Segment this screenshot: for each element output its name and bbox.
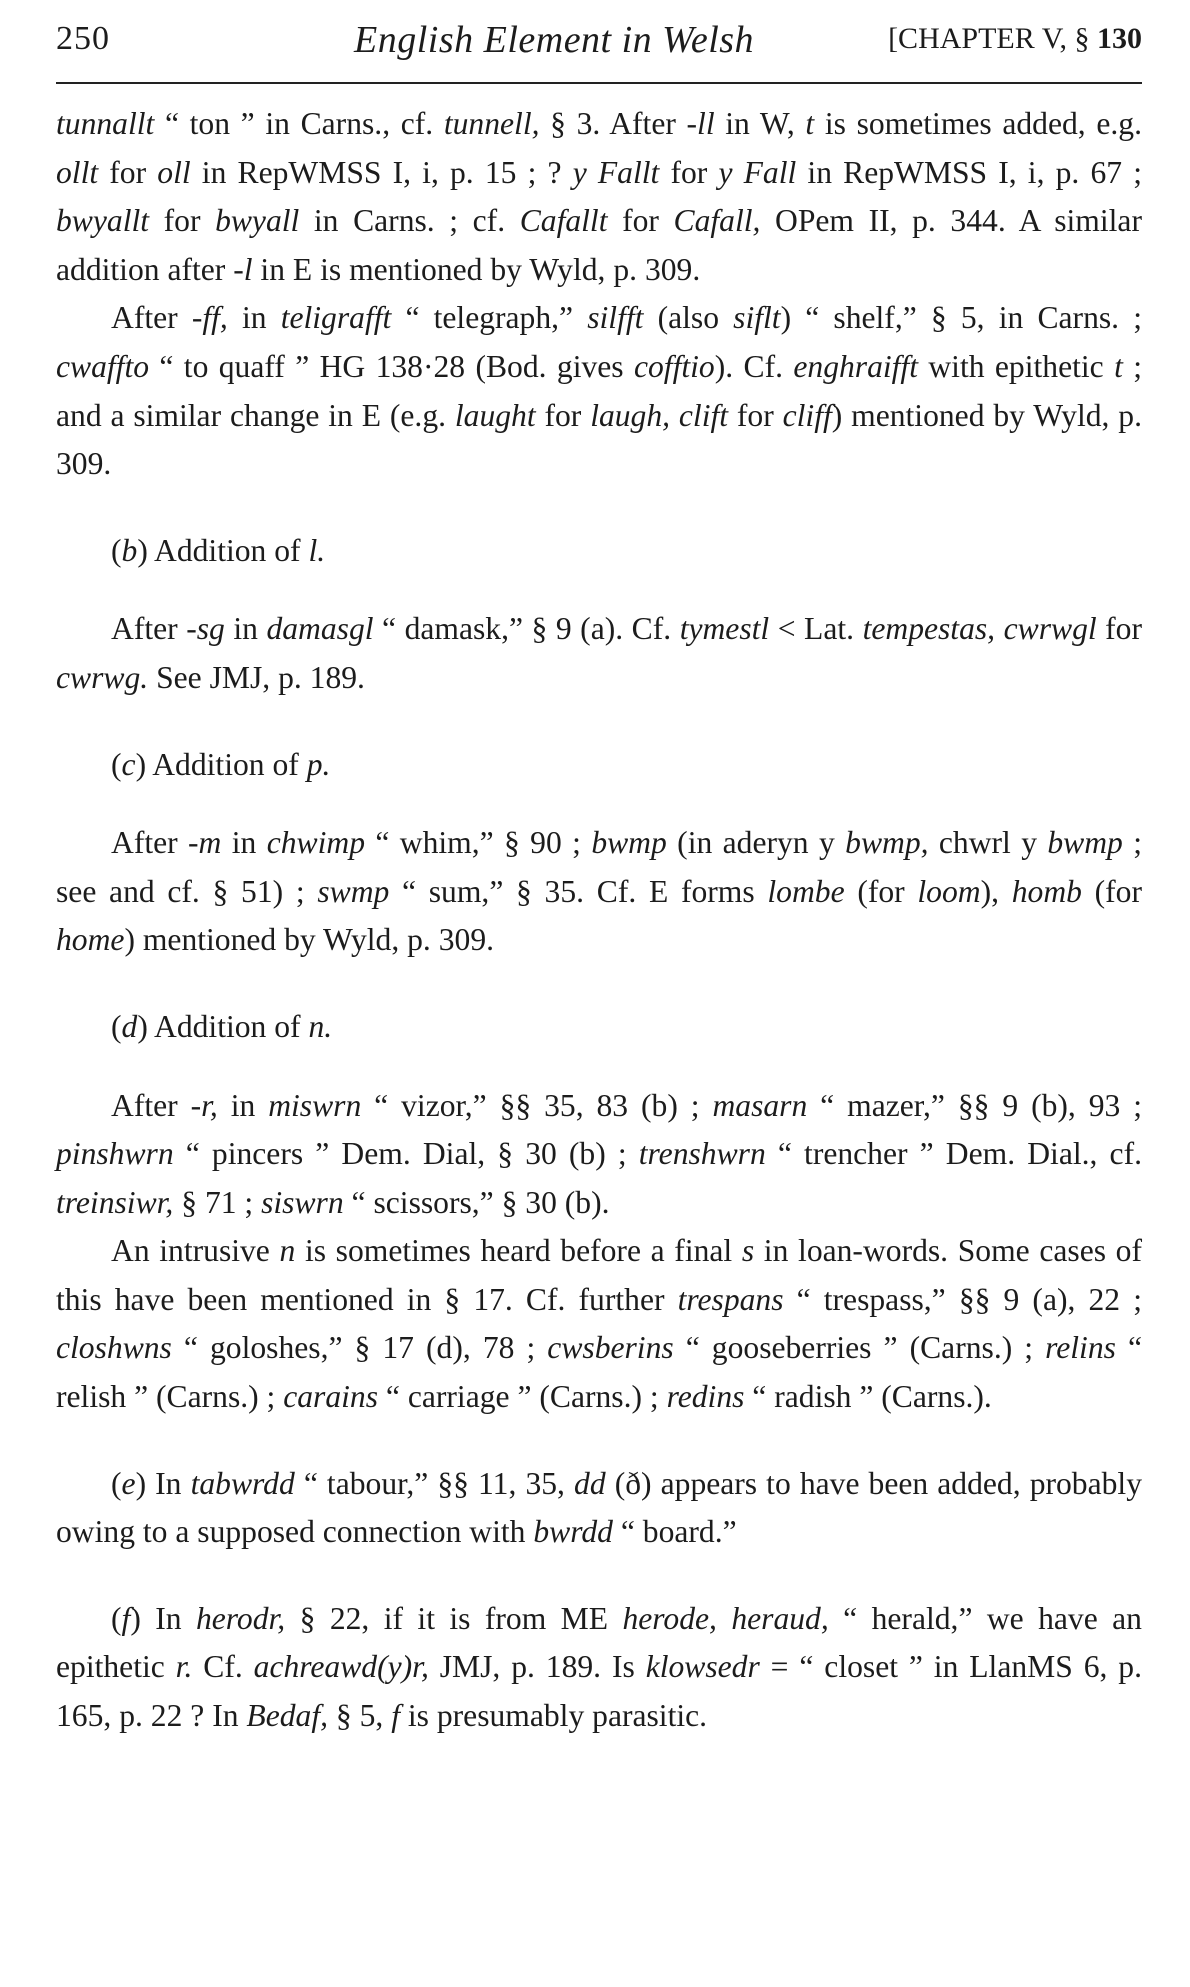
text-run: ( bbox=[111, 1008, 122, 1044]
text-run: (also bbox=[643, 300, 734, 336]
italic-text: y Fallt bbox=[572, 154, 660, 190]
italic-text: closhwns bbox=[56, 1330, 172, 1366]
text-run: ) mentioned by Wyld, p. 309. bbox=[56, 397, 1142, 482]
text-run: is sometimes heard before a final bbox=[295, 1233, 742, 1269]
text-run: (for bbox=[1081, 873, 1143, 909]
running-header bbox=[56, 20, 1142, 64]
italic-text: tempestas, cwrwgl bbox=[862, 611, 1097, 647]
italic-text: bwyall bbox=[215, 203, 300, 239]
italic-text: bwmp bbox=[1047, 825, 1123, 861]
text-run: “ mazer,” §§ 9 (b), 93 ; bbox=[807, 1087, 1143, 1123]
paragraph bbox=[56, 100, 1142, 294]
italic-text: swmp bbox=[317, 873, 390, 909]
text-run: = “ closet ” in LlanMS 6, p. 165, p. 22 ? In bbox=[56, 1649, 1142, 1734]
text-run: JMJ, p. 189. Is bbox=[428, 1649, 646, 1685]
italic-text: herode, heraud, bbox=[622, 1600, 829, 1636]
italic-text: Cafall, bbox=[673, 203, 761, 239]
paragraph bbox=[56, 605, 1142, 702]
text-run: “ tabour,” §§ 11, 35, bbox=[294, 1465, 575, 1501]
text-run: in E is mentioned by Wyld, p. 309. bbox=[252, 251, 701, 287]
italic-text: dd bbox=[574, 1465, 606, 1501]
italic-text: l. bbox=[308, 532, 326, 568]
text-run: “ vizor,” §§ 35, 83 (b) ; bbox=[361, 1087, 713, 1123]
paragraph bbox=[56, 1227, 1142, 1421]
text-run: for bbox=[535, 397, 591, 433]
paragraph bbox=[56, 294, 1142, 488]
text-run: “ damask,” § 9 (a). Cf. bbox=[373, 611, 680, 647]
italic-text: y Fall bbox=[718, 154, 797, 190]
italic-text: p. bbox=[306, 746, 331, 782]
text-run: See JMJ, p. 189. bbox=[148, 659, 365, 695]
text-run: “ pincers ” Dem. Dial, § 30 (b) ; bbox=[173, 1136, 639, 1172]
text-run: § 22, if it is from ME bbox=[285, 1600, 623, 1636]
italic-text: s bbox=[741, 1233, 755, 1269]
italic-text: bwrdd bbox=[533, 1514, 613, 1550]
text-run: chwrl y bbox=[928, 825, 1048, 861]
text-run: for bbox=[659, 154, 719, 190]
text-run: “ ton ” in Carns., cf. bbox=[154, 106, 444, 141]
italic-text: e bbox=[121, 1465, 136, 1501]
text-run: “ herald,” we have an epithetic bbox=[56, 1600, 1142, 1685]
italic-text: d bbox=[121, 1008, 138, 1044]
italic-text: damasgl bbox=[266, 611, 374, 647]
italic-text: klowsedr bbox=[645, 1649, 760, 1685]
italic-text: -l bbox=[233, 251, 253, 287]
subsection-paragraph bbox=[56, 1595, 1142, 1741]
subsection-paragraph bbox=[56, 1460, 1142, 1557]
italic-text: miswrn bbox=[268, 1087, 362, 1123]
italic-text: -ff, bbox=[191, 300, 228, 336]
text-run: § 5, bbox=[328, 1698, 392, 1734]
italic-text: c bbox=[121, 746, 136, 782]
text-run: (ð) appears to have been added, probably owing to a supposed connection with bbox=[56, 1465, 1143, 1550]
text-run: for bbox=[149, 203, 216, 239]
italic-text: relins bbox=[1045, 1330, 1116, 1366]
text-run: ) mentioned by Wyld, p. 309. bbox=[124, 922, 495, 958]
italic-text: tunnell, bbox=[443, 106, 540, 141]
text-run: “ trespass,” §§ 9 (a), 22 ; bbox=[783, 1281, 1142, 1317]
running-title: English Element in Welsh bbox=[354, 19, 755, 61]
text-run: “ scissors,” § 30 (b). bbox=[343, 1184, 610, 1220]
italic-text: lombe bbox=[767, 873, 845, 909]
text-run: An intrusive bbox=[111, 1233, 280, 1269]
italic-text: achreawd(y)r, bbox=[253, 1649, 429, 1685]
italic-text: cwrwg. bbox=[56, 659, 149, 695]
italic-text: herodr, bbox=[195, 1600, 286, 1636]
text-run: (for bbox=[844, 873, 918, 909]
text-run: “ telegraph,” bbox=[391, 300, 588, 336]
text-run: “ board.” bbox=[612, 1514, 737, 1550]
italic-text: teligrafft bbox=[280, 300, 392, 336]
text-run: ( bbox=[111, 1600, 122, 1636]
text-run: for bbox=[728, 397, 783, 433]
text-run: for bbox=[98, 154, 158, 190]
section-symbol: § bbox=[1074, 22, 1090, 55]
italic-text: -ll bbox=[686, 106, 715, 141]
text-run: for bbox=[607, 203, 674, 239]
text-run: “ sum,” § 35. Cf. E forms bbox=[389, 873, 768, 909]
italic-text: t bbox=[805, 106, 815, 141]
italic-text: silfft bbox=[587, 300, 644, 336]
subsection-heading bbox=[56, 741, 1142, 790]
subsection-heading bbox=[56, 1003, 1142, 1052]
text-run: with epithetic bbox=[918, 348, 1115, 384]
italic-text: pinshwrn bbox=[56, 1136, 174, 1172]
text-run: § 71 ; bbox=[173, 1184, 262, 1220]
text-run: Cf. bbox=[192, 1649, 254, 1685]
text-run: ) Addition of bbox=[135, 746, 307, 782]
italic-text: tymestl bbox=[679, 611, 770, 647]
text-run: < Lat. bbox=[769, 611, 863, 647]
italic-text: chwimp bbox=[266, 825, 365, 861]
chapter-label: [CHAPTER V, bbox=[888, 22, 1067, 55]
italic-text: r. bbox=[175, 1649, 193, 1685]
italic-text: masarn bbox=[712, 1087, 808, 1123]
paragraph bbox=[56, 1082, 1142, 1228]
text-run: “ relish ” (Carns.) ; bbox=[56, 1330, 1142, 1415]
page-number: 250 bbox=[56, 20, 110, 57]
italic-text: tunnallt bbox=[56, 106, 155, 141]
chapter-reference bbox=[888, 22, 1142, 56]
italic-text: n bbox=[279, 1233, 296, 1269]
text-run: in bbox=[221, 825, 267, 861]
italic-text: t bbox=[1114, 348, 1123, 384]
text-run: ) In bbox=[135, 1465, 191, 1501]
italic-text: cwsberins bbox=[547, 1330, 674, 1366]
italic-text: loom bbox=[917, 873, 981, 909]
text-run: “ carriage ” (Carns.) ; bbox=[378, 1379, 667, 1415]
italic-text: treinsiwr, bbox=[56, 1184, 174, 1220]
text-run: OPem II, p. 344. A similar addition after bbox=[56, 203, 1142, 287]
italic-text: bwyallt bbox=[56, 203, 150, 239]
text-run: § 3. After bbox=[539, 106, 687, 141]
text-run: “ gooseberries ” (Carns.) ; bbox=[673, 1330, 1046, 1366]
text-run: in RepWMSS I, i, p. 15 ; ? bbox=[190, 154, 573, 190]
italic-text: bwmp, bbox=[845, 825, 929, 861]
text-run: ( bbox=[111, 1465, 122, 1501]
subsection-heading bbox=[56, 527, 1142, 576]
italic-text: b bbox=[121, 532, 138, 568]
italic-text: Bedaf, bbox=[246, 1698, 329, 1734]
text-run: “ goloshes,” § 17 (d), 78 ; bbox=[171, 1330, 548, 1366]
text-run: for bbox=[1096, 611, 1143, 647]
text-run: is presumably parasitic. bbox=[399, 1698, 708, 1734]
text-run: in bbox=[224, 611, 267, 647]
text-run: ) Addition of bbox=[137, 1008, 309, 1044]
italic-text: siswrn bbox=[261, 1184, 344, 1220]
text-run: in Carns. ; cf. bbox=[299, 203, 520, 239]
italic-text: redins bbox=[666, 1379, 745, 1415]
italic-text: trenshwrn bbox=[638, 1136, 766, 1172]
italic-text: ollt bbox=[56, 154, 99, 190]
text-run: ). Cf. bbox=[714, 348, 794, 384]
text-run: ), bbox=[980, 873, 1012, 909]
text-run: in bbox=[217, 1087, 269, 1123]
italic-text: bwmp bbox=[591, 825, 667, 861]
italic-text: -r, bbox=[190, 1087, 218, 1123]
italic-text: trespans bbox=[677, 1281, 784, 1317]
text-run: in loan-words. Some cases of this have been mentioned in § 17. Cf. further bbox=[56, 1233, 1142, 1317]
text-run: in W, bbox=[714, 106, 806, 141]
italic-text: -m bbox=[188, 825, 222, 861]
italic-text: laught bbox=[454, 397, 536, 433]
text-run: “ trencher ” Dem. Dial., cf. bbox=[765, 1136, 1142, 1172]
text-run: in RepWMSS I, i, p. 67 ; bbox=[796, 154, 1142, 190]
italic-text: cliff bbox=[782, 397, 832, 433]
text-run: ; see and cf. § 51) ; bbox=[56, 825, 1143, 909]
text-run: (in aderyn y bbox=[666, 825, 846, 861]
italic-text: n. bbox=[308, 1008, 333, 1044]
text-run: After bbox=[111, 300, 192, 336]
text-run: “ to quaff ” HG 138·28 (Bod. gives bbox=[149, 348, 634, 384]
body-text bbox=[56, 100, 1142, 1741]
text-run: ( bbox=[111, 532, 122, 568]
text-run: “ radish ” (Carns.). bbox=[744, 1379, 992, 1415]
header-rule bbox=[56, 82, 1142, 84]
text-run: ) In bbox=[130, 1600, 196, 1636]
text-run: ( bbox=[111, 746, 122, 782]
text-run: is sometimes added, e.g. bbox=[814, 106, 1142, 141]
text-run: ; and a similar change in E (e.g. bbox=[56, 348, 1142, 433]
text-run: After bbox=[111, 825, 189, 861]
section-number: 130 bbox=[1097, 22, 1142, 55]
text-run: “ whim,” § 90 ; bbox=[365, 825, 592, 861]
text-run: in bbox=[227, 300, 281, 336]
italic-text: siflt bbox=[733, 300, 781, 336]
text-run: ) Addition of bbox=[137, 532, 309, 568]
italic-text: cofftio bbox=[633, 348, 715, 384]
italic-text: -sg bbox=[186, 611, 225, 647]
italic-text: enghraifft bbox=[793, 348, 918, 384]
text-run: After bbox=[111, 611, 187, 647]
italic-text: cwaffto bbox=[56, 348, 150, 384]
italic-text: homb bbox=[1011, 873, 1082, 909]
italic-text: tabwrdd bbox=[190, 1465, 295, 1501]
text-run: After bbox=[111, 1087, 191, 1123]
italic-text: carains bbox=[283, 1379, 379, 1415]
italic-text: oll bbox=[157, 154, 191, 190]
text-run: ) “ shelf,” § 5, in Carns. ; bbox=[780, 300, 1142, 336]
italic-text: f bbox=[121, 1600, 131, 1636]
italic-text: home bbox=[56, 922, 125, 958]
italic-text: f bbox=[391, 1698, 400, 1734]
italic-text: Cafallt bbox=[519, 203, 608, 239]
italic-text: laugh, clift bbox=[590, 397, 729, 433]
paragraph bbox=[56, 819, 1142, 965]
